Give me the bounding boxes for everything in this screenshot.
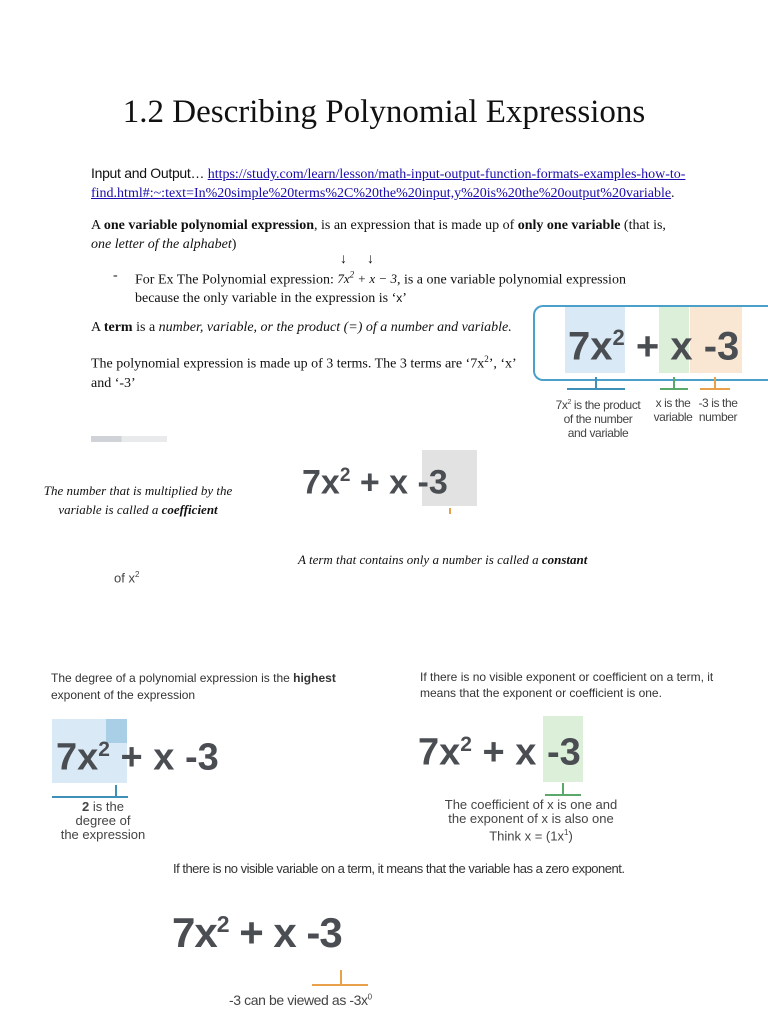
caption-variable: x is the variable — [653, 396, 693, 424]
bracket-tick — [449, 508, 451, 514]
equation-zero-exponent: $7x^2 + x$ -3 — [172, 909, 342, 956]
coefficient-of-x: of $x^2$ — [114, 570, 140, 586]
example-paragraph: For Ex The Polynomial expression: $7x^2 + x - 3$, is a one variable polynomial expression because the only variable in the expression is ‘x’ — [135, 270, 626, 307]
coefficient-note: The number that is multiplied by the variable is called a coefficient — [43, 483, 233, 517]
example-math: $7x^2 + x - 3$ — [337, 270, 397, 287]
terms-paragraph: The polynomial expression is made up of 3 terms. The 3 terms are ‘$7x^2$’, ‘x’ and ‘-3’ — [91, 354, 517, 391]
equation-figure-1: $7x^2 + x$ -3 — [568, 324, 740, 369]
arrow-down-icon: ↓ — [340, 250, 347, 266]
constant-note: A term that contains only a number is called a constant — [298, 552, 588, 567]
caption-product: $7x^2$ is the product of the number and variable — [555, 398, 641, 440]
bracket-tick — [340, 970, 342, 984]
degree-caption: 2 is the degree of the expression — [60, 799, 146, 842]
degree-note: The degree of a polynomial expression is the highest exponent of the expression — [51, 671, 336, 702]
page-title: 1.2 Describing Polynomial Expressions — [122, 94, 646, 130]
equation-degree: $7x^2 + x$ -3 — [56, 736, 219, 779]
zero-exponent-caption: -3 can be viewed as $-3x^0$ — [229, 992, 372, 1008]
bracket-tick — [673, 377, 675, 389]
bracket-line — [52, 796, 128, 798]
study-link[interactable]: https://study.com/learn/lesson/math-input-output-function-formats-examples-how-to- find.html#:~:text=In%20simple%20terms%2C%20the%20input,y%20is%20the%20output%20variable — [91, 167, 686, 201]
input-output-label: Input and Output… — [91, 165, 205, 181]
bracket-line — [312, 984, 368, 986]
equation-visible-exponent: $7x^2 + x$ -3 — [418, 731, 581, 774]
term-definition: A term is a number, variable, or the product (=) of a number and variable. — [91, 320, 512, 335]
example-bullet: - — [113, 268, 118, 283]
equation-figure-2: $7x^2 + x$ -3 — [302, 463, 448, 502]
arrow-down-icon: ↓ — [367, 250, 374, 266]
divider-bar — [91, 436, 167, 442]
bracket-tick — [714, 377, 716, 389]
visible-exponent-caption: The coefficient of x is one and the exponent of x is also one Think $x = (1x^1)$ — [444, 797, 618, 844]
zero-exponent-note: If there is no visible variable on a term, it means that the variable has a zero exponent. — [173, 861, 625, 876]
visible-exponent-note: If there is no visible exponent or coefficient on a term, it means that the exponent or coefficient is one. — [420, 670, 714, 700]
bracket-tick — [595, 377, 597, 389]
definition-paragraph: A one variable polynomial expression, is an expression that is made up of only one variable (that is, one letter of the alphabet) — [91, 218, 666, 252]
input-output-paragraph: Input and Output… https://study.com/learn/lesson/math-input-output-function-formats-examples-how-to- find.html#:~:text=In%20simple%20terms%2C%20the%20input,y%20is%20the%20output%20variable. — [91, 165, 686, 201]
caption-number: -3 is the number — [698, 396, 738, 424]
bracket-line — [545, 794, 581, 796]
